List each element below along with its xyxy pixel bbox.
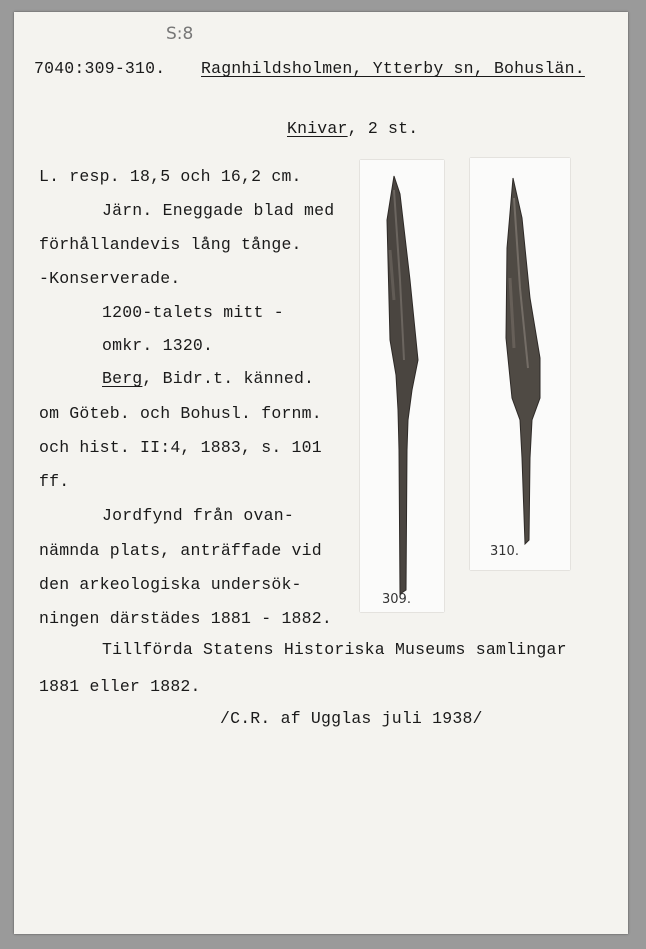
knife-309-image	[360, 160, 444, 612]
find-line-2: nämnda plats, anträffade vid	[39, 541, 322, 560]
knife-310-image	[470, 158, 570, 570]
object-title-count: , 2 st.	[347, 119, 419, 138]
pencil-mark: S:8	[166, 24, 194, 44]
description-line-4: -Konserverade.	[39, 269, 181, 288]
object-title-word: Knivar	[287, 119, 348, 138]
find-location: Ragnhildsholmen, Ytterby sn, Bohuslän.	[201, 59, 585, 78]
reference-author: Berg	[102, 369, 143, 388]
reference-line-1	[102, 369, 314, 388]
museum-line-2: 1881 eller 1882.	[39, 677, 201, 696]
reference-line-3: och hist. II:4, 1883, s. 101	[39, 438, 322, 457]
photo-label-309: 309.	[382, 592, 411, 607]
reference-title: , Bidr.t. känned.	[142, 369, 315, 388]
reference-line-4: ff.	[39, 472, 70, 491]
find-line-3: den arkeologiska undersök-	[39, 575, 302, 594]
object-title	[287, 119, 418, 138]
dating-line-2: omkr. 1320.	[102, 336, 214, 355]
description-line-1: L. resp. 18,5 och 16,2 cm.	[39, 167, 302, 186]
description-line-3: förhållandevis lång tånge.	[39, 235, 302, 254]
catalog-card	[14, 12, 628, 934]
description-line-2: Järn. Eneggade blad med	[102, 201, 335, 220]
photo-label-310: 310.	[490, 544, 519, 559]
photo-knife-310	[470, 158, 570, 570]
reference-line-2: om Göteb. och Bohusl. fornm.	[39, 404, 322, 423]
museum-line-1: Tillförda Statens Historiska Museums samlingar	[102, 640, 567, 659]
catalog-number: 7040:309-310.	[34, 59, 166, 78]
photo-knife-309	[360, 160, 444, 612]
find-line-4: ningen därstädes 1881 - 1882.	[39, 609, 332, 628]
find-line-1: Jordfynd från ovan-	[102, 506, 294, 525]
dating-line-1: 1200-talets mitt -	[102, 303, 284, 322]
signature: /C.R. af Ugglas juli 1938/	[220, 709, 483, 728]
